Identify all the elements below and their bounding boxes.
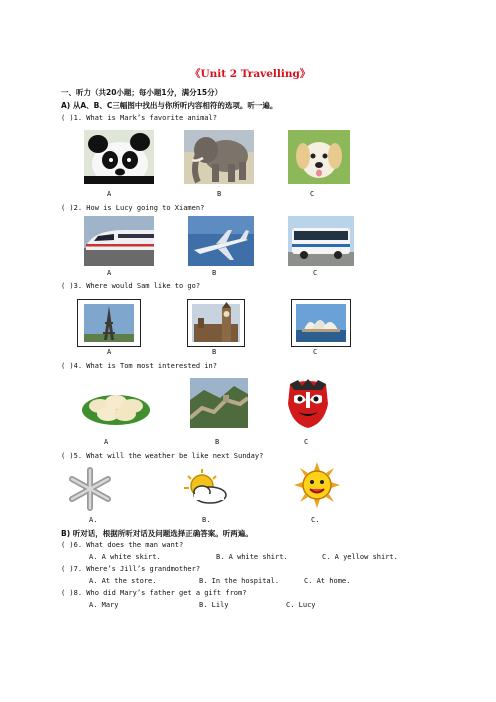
part-b-heading: B) 听对话，根据所听对话及问题选择正确答案。听两遍。	[61, 529, 253, 538]
puppy-icon	[288, 130, 350, 184]
question-5: ( )5. What will the weather be like next Sunday?	[61, 452, 264, 460]
option-label: A	[107, 269, 112, 277]
cloudy-sun-icon	[180, 468, 230, 508]
option-a: A. Mary	[89, 601, 119, 609]
question-3: ( )3. Where would Sam like to go?	[61, 282, 201, 290]
elephant-icon	[184, 130, 254, 184]
option-a: A. At the store.	[89, 577, 157, 585]
option-c: C. A yellow shirt.	[322, 553, 398, 561]
question-1: ( )1. What is Mark’s favorite animal?	[61, 114, 217, 122]
question-6: ( )6. What does the man want?	[61, 541, 184, 549]
option-label: A	[104, 438, 109, 446]
option-c: C. At home.	[304, 577, 351, 585]
eiffel-tower-icon	[77, 299, 141, 347]
option-label: A	[107, 348, 112, 356]
option-label: B.	[202, 516, 211, 524]
option-label: B	[212, 269, 217, 277]
option-label: C.	[311, 516, 320, 524]
option-b: B. In the hospital.	[199, 577, 280, 585]
option-b: B. Lily	[199, 601, 229, 609]
part-a-heading: A) 从A、B、C三幅图中找出与你所听内容相符的选项。听一遍。	[61, 101, 278, 110]
bullet-train-icon	[84, 216, 154, 266]
option-label: C	[313, 269, 318, 277]
question-8: ( )8. Who did Mary’s father get a gift from?	[61, 589, 247, 597]
sydney-opera-house-icon	[291, 299, 351, 347]
great-wall-icon	[190, 378, 248, 428]
question-7: ( )7. Where’s Jill’s grandmother?	[61, 565, 201, 573]
panda-icon	[84, 130, 154, 184]
opera-mask-icon	[284, 378, 332, 430]
option-label: A	[107, 190, 112, 198]
question-4: ( )4. What is Tom most interested in?	[61, 362, 217, 370]
bus-icon	[288, 216, 354, 266]
option-label: B	[217, 190, 222, 198]
option-label: A.	[89, 516, 98, 524]
airplane-icon	[188, 216, 254, 266]
snowflake-icon	[66, 466, 114, 512]
option-a: A. A white skirt.	[89, 553, 161, 561]
option-c: C. Lucy	[286, 601, 316, 609]
page-title: 《Unit 2 Travelling》	[190, 68, 311, 80]
option-label: C	[310, 190, 315, 198]
dumplings-icon	[80, 380, 152, 428]
big-ben-icon	[187, 299, 245, 347]
option-label: B	[212, 348, 217, 356]
option-label: C	[304, 438, 309, 446]
section-heading: 一、听力（共20小题；每小题1分，满分15分）	[61, 88, 223, 97]
sun-icon	[294, 462, 340, 508]
question-2: ( )2. How is Lucy going to Xiamen?	[61, 204, 205, 212]
option-label: C	[313, 348, 318, 356]
option-b: B. A white shirt.	[216, 553, 288, 561]
option-label: B	[215, 438, 220, 446]
